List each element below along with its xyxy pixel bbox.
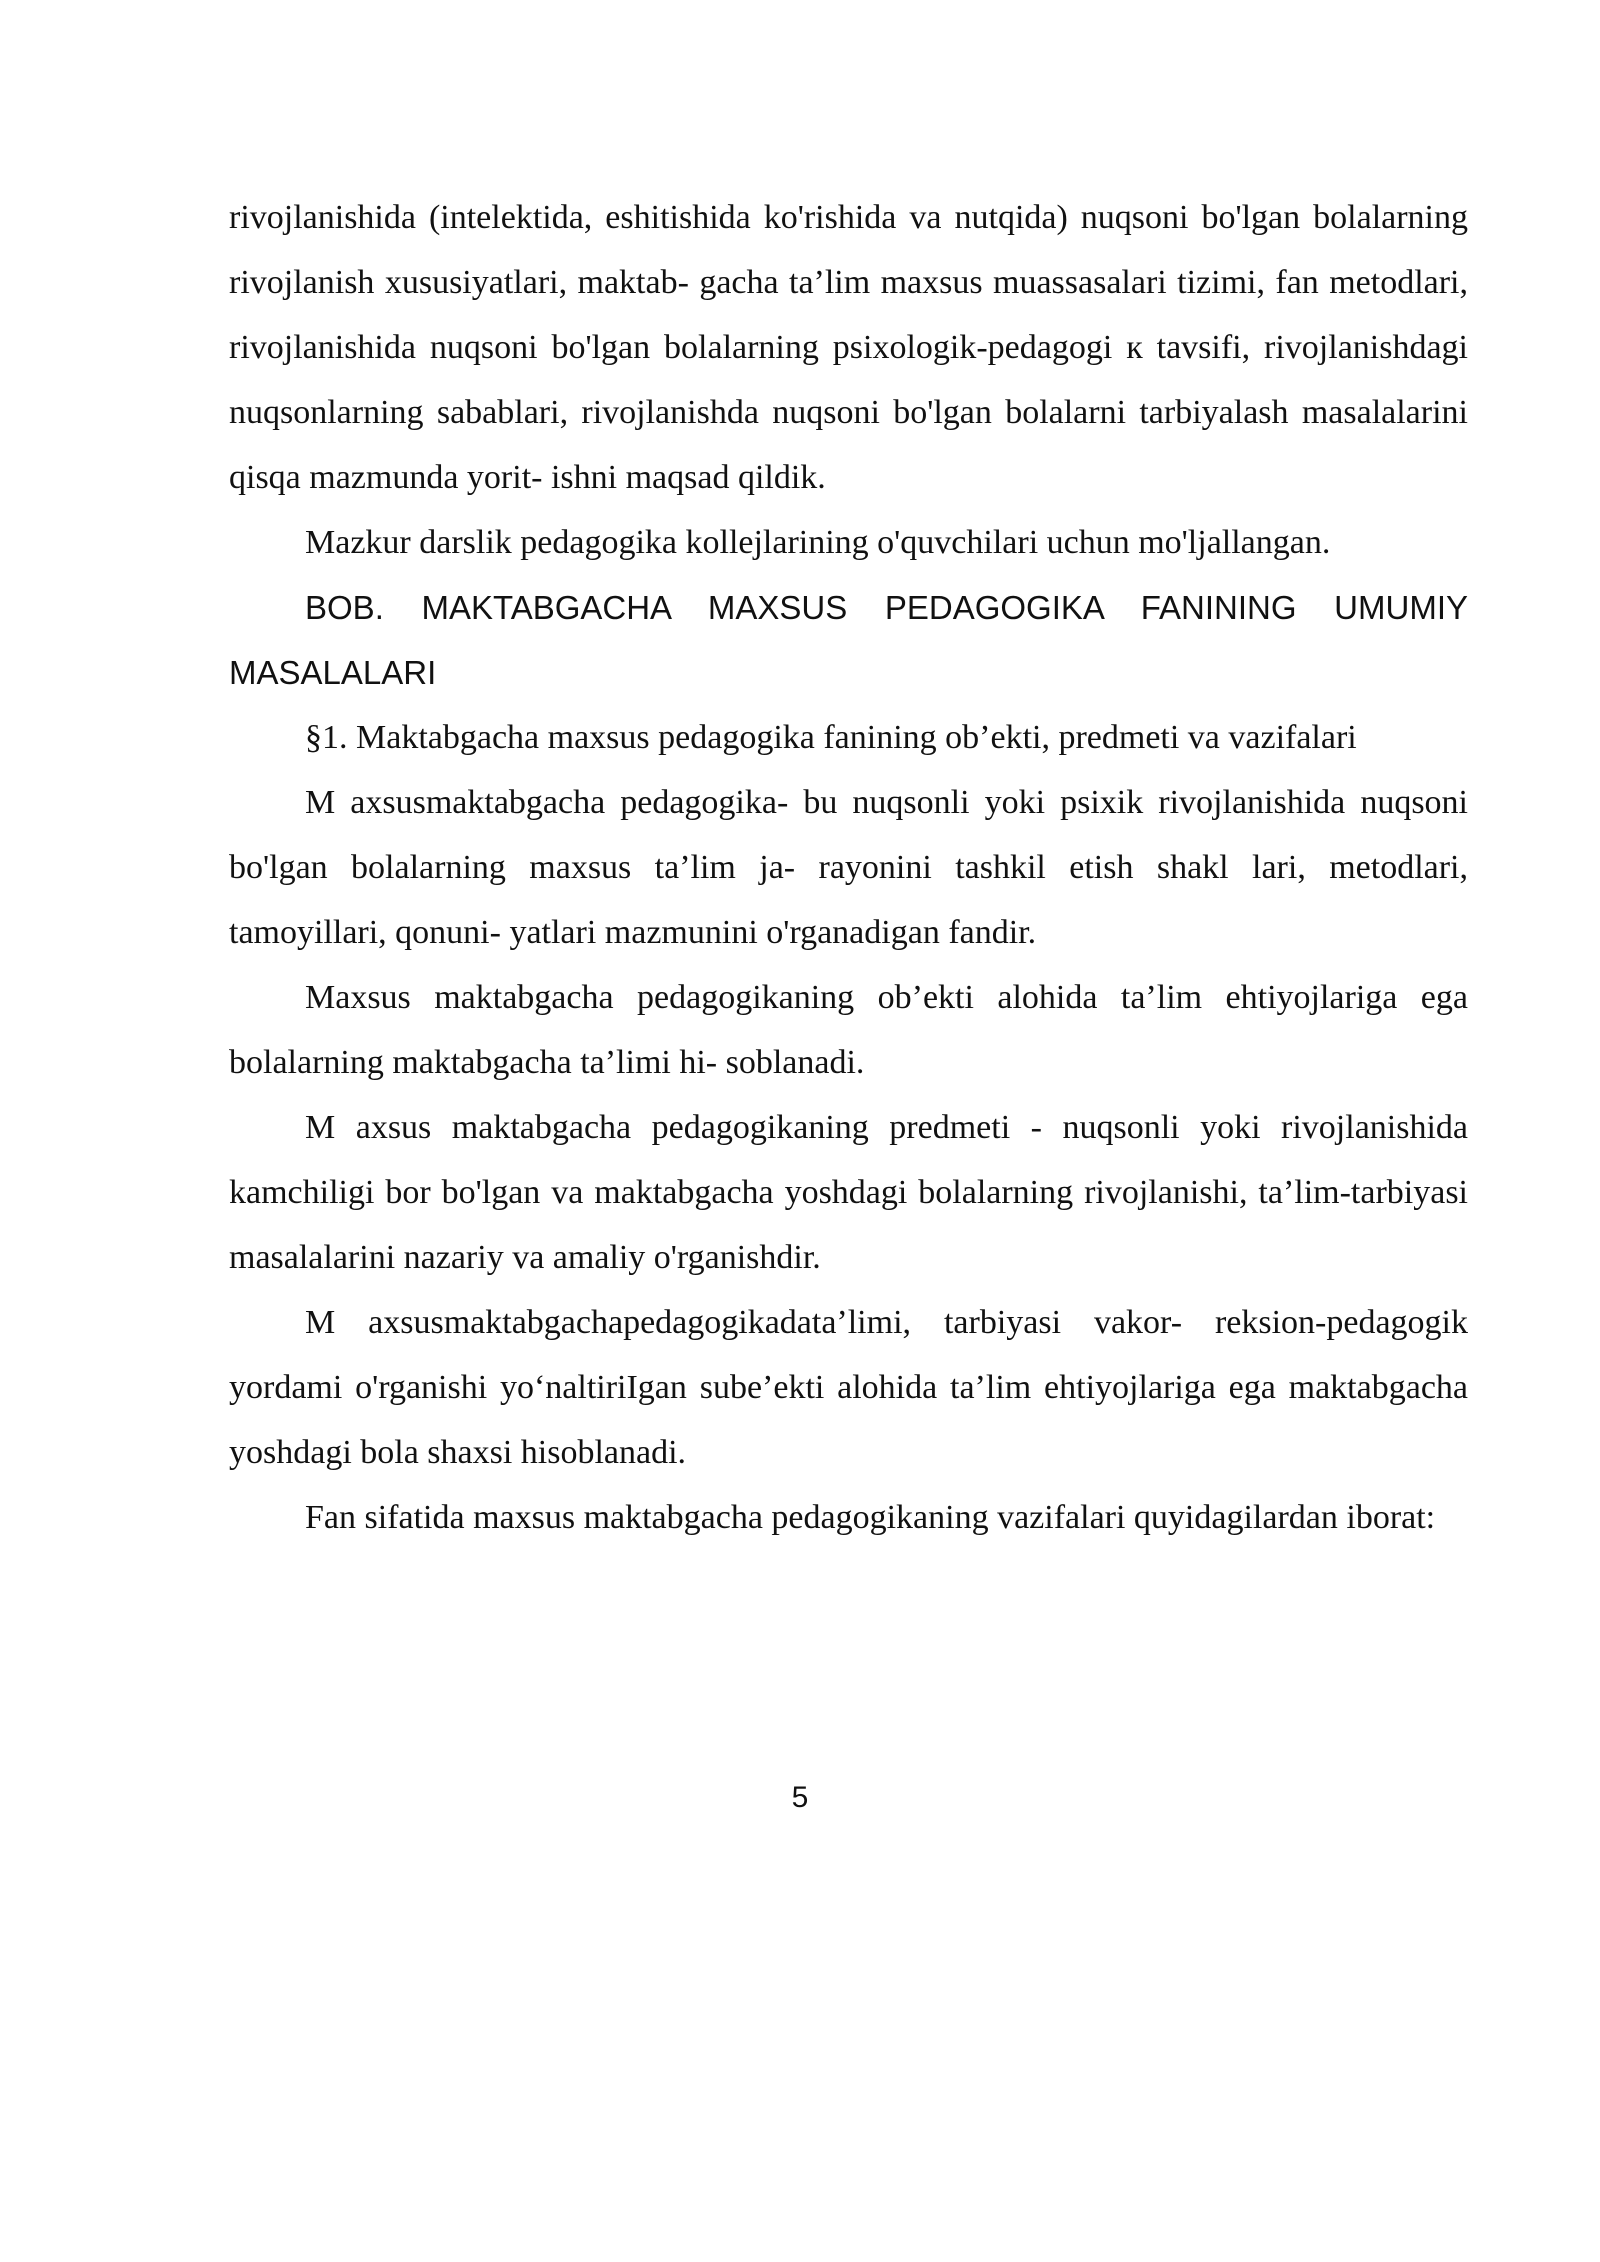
section-heading: §1. Maktabgacha maxsus pedagogika fanining ob’ekti, predmeti va vazifalari bbox=[305, 719, 1357, 756]
paragraph-focus: M axsusmaktabgachapedagogikadata’limi, tarbiyasi vakor- reksion-pedagogik yordami o'rganishi yo‘naltiriIgan sube’ekti alohida ta’lim ehtiyojlariga ega maktabgacha yoshdagi bola shaxsi hisoblanadi. bbox=[229, 1304, 1468, 1471]
page-number: 5 bbox=[791, 1781, 809, 1814]
paragraph-object: Maxsus maktabgacha pedagogikaning ob’ekti alohida ta’lim ehtiyojlariga ega bolalarning maktabgacha ta’limi hi- soblanadi. bbox=[229, 979, 1468, 1081]
paragraph-definition: M axsusmaktabgacha pedagogika- bu nuqsonli yoki psixik rivojlanishida nuqsoni bo'lgan bolalarning maxsus ta’lim ja- rayonini tashkil etish shakl lari, metodlari, tamoyillari, qonuni- yatlari mazmunini o'rganadigan fandir. bbox=[229, 784, 1468, 951]
paragraph-subject: M axsus maktabgacha pedagogikaning predmeti - nuqsonli yoki rivojlanishida kamchiligi bor bo'lgan va maktabgacha yoshdagi bolalarning rivojlanishi, ta’lim-tarbiyasi masalalarini nazariy va amaliy o'rganishdir. bbox=[229, 1109, 1468, 1276]
body-text bbox=[229, 185, 1468, 1550]
paragraph-audience: Mazkur darslik pedagogika kollejlarining o'quvchilari uchun mo'ljallangan. bbox=[305, 524, 1331, 561]
paragraph-tasks: Fan sifatida maxsus maktabgacha pedagogikaning vazifalari quyidagilardan iborat: bbox=[305, 1499, 1436, 1536]
chapter-heading: BOB. MAKTABGACHA MAXSUS PEDAGOGIKA FANINING UMUMIY MASALALARI bbox=[229, 589, 1468, 691]
paragraph-intro-continuation: rivojlanishida (intelektida, eshitishida ko'rishida va nutqida) nuqsoni bo'lgan bolalarning rivojlanish xususiyatlari, maktab- gacha ta’lim maxsus muassasalari tizimi, fan metodlari, rivojlanishida nuqsoni bo'lgan bolalarning psixologik-pedagogi к tavsifi, rivojlanishdagi nuqsonlarning sabablari, rivojlanishda nuqsoni bo'lgan bolalarni tarbiyalash masalalarini qisqa mazmunda yorit- ishni maqsad qildik. bbox=[229, 199, 1468, 496]
